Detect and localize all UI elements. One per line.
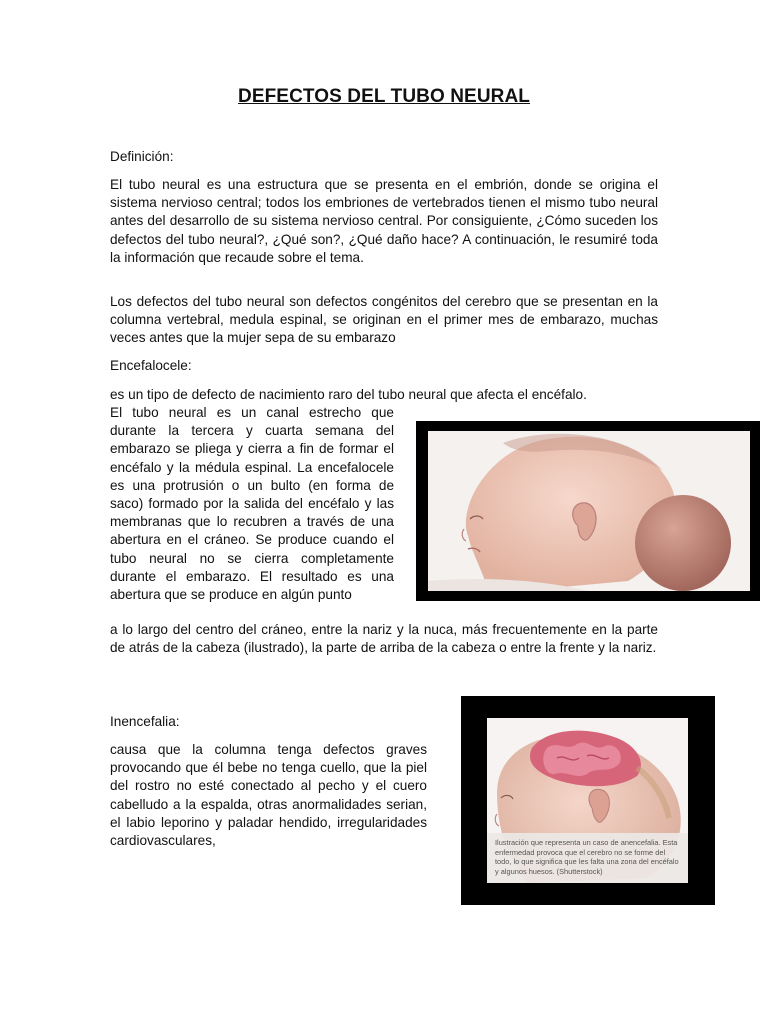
baby-head-drawing	[428, 431, 750, 591]
inencefalia-heading: Inencefalia:	[110, 714, 180, 729]
image-caption: Ilustración que representa un caso de anencefalia. Esta enfermedad provoca que el cerebro no se forme del todo, lo que significa que les falta una zona del encéfalo y algunos huesos. (Shutterstock)	[487, 833, 688, 883]
definicion-heading: Definición:	[110, 149, 174, 164]
paragraph-definicion: El tubo neural es una estructura que se presenta en el embrión, donde se origina el sistema nervioso central; todos los embriones de vertebrados tienen el mismo tubo neural antes del desarrollo de su sistema nervioso central. Por consiguiente, ¿Cómo suceden los defectos del tubo neural?, ¿Qué son?, ¿Qué daño hace? A continuación, le resumiré toda la información que recaude sobre el tema.	[110, 177, 658, 265]
encefalocele-description: El tubo neural es un canal estrecho que durante la tercera y cuarta semana del embarazo se pliega y cierra a fin de formar el encéfalo y la médula espinal. La encefalocele es una protrusión o un bulto (en forma de saco) formado por la salida del encéfalo y las membranas que lo recubren a través de una abertura en el cráneo. Se produce cuando el tubo neural no se cierra completamente durante el embarazo. El resultado es una abertura que se produce en algún punto	[110, 405, 394, 603]
paragraph-defectos: Los defectos del tubo neural son defectos congénitos del cerebro que se presentan en la columna vertebral, medula espinal, se originan en el primer mes de embarazo, muchas veces antes que la mujer sepa de su embarazo	[110, 294, 658, 346]
inencefalia-description: causa que la columna tenga defectos graves provocando que él bebe no tenga cuello, que la piel del rostro no esté conectado al pecho y el cuero cabelludo a la espalda, otras anormalidades serian, el labio leporino y paladar hendido, irregularidades cardiovasculares,	[110, 742, 427, 849]
page-title: DEFECTOS DEL TUBO NEURAL	[238, 86, 530, 107]
encefalocele-illustration	[428, 431, 750, 591]
encefalocele-intro: es un tipo de defecto de nacimiento raro del tubo neural que afecta el encéfalo.	[110, 387, 587, 402]
encefalocele-image	[416, 421, 760, 601]
encefalocele-continuation: a lo largo del centro del cráneo, entre la nariz y la nuca, más frecuentemente en la parte de atrás de la cabeza (ilustrado), la parte de arriba de la cabeza o entre la frente y la nariz.	[110, 622, 658, 656]
anencefalia-illustration	[487, 718, 688, 883]
inencefalia-image	[461, 696, 715, 905]
encefalocele-heading: Encefalocele:	[110, 358, 192, 373]
